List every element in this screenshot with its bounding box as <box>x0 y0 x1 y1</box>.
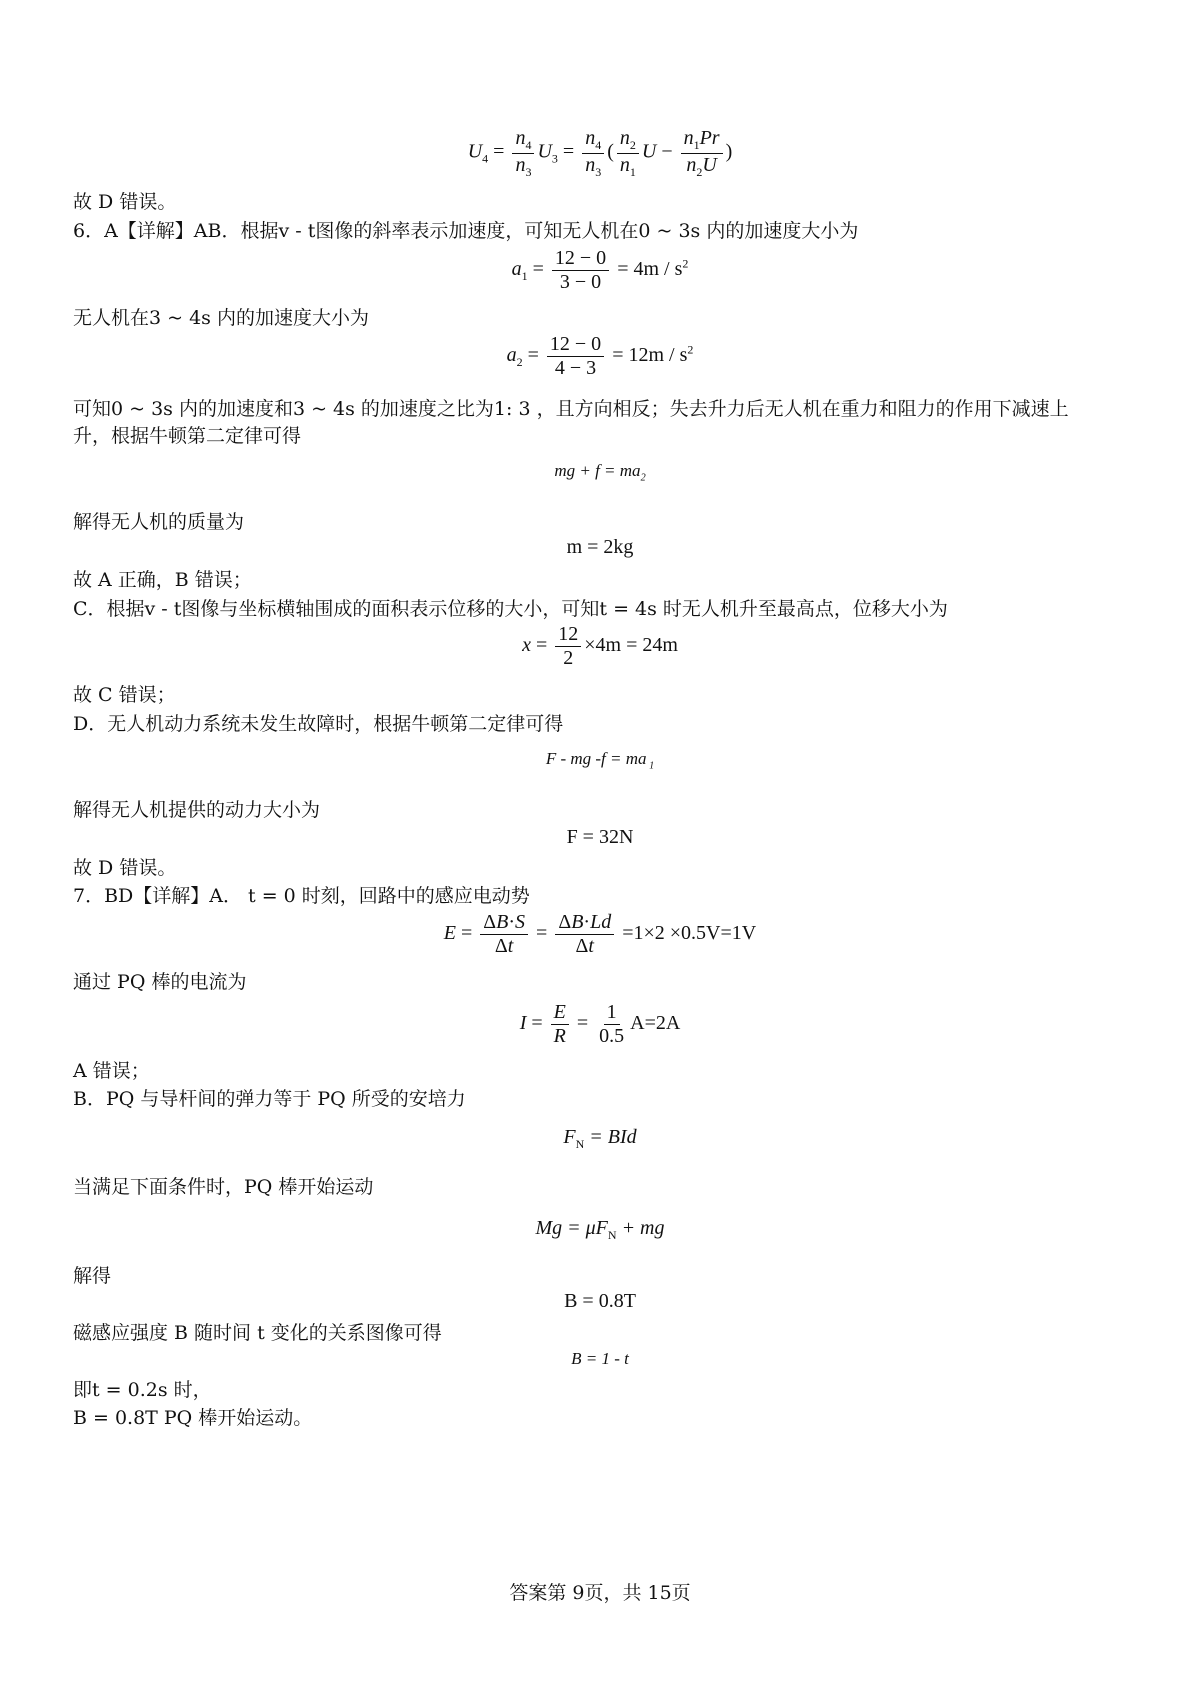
text-line: 通过 PQ 棒的电流为 <box>73 971 247 993</box>
text-line: 解得无人机的质量为 <box>73 511 245 533</box>
text-line: C．根据v - t图像与坐标横轴围成的面积表示位移的大小，可知t = 4s 时无人机升至最高点，位移大小为 <box>73 598 948 620</box>
text-line: 故 A 正确，B 错误； <box>73 569 252 591</box>
equation-mg-mu: $Mg = \mu F_N$ + mg <box>535 1217 665 1242</box>
text-line: 即t = 0.2s 时， <box>73 1379 212 1401</box>
text-line: 7．BD【详解】A． t = 0 时刻，回路中的感应电动势 <box>73 885 530 907</box>
equation-a1: $a_1$ = $\frac{12 - 0}{3 - 0}$ = $4m / s^2$ <box>511 247 689 293</box>
equation-b-value: B = 0.8T <box>564 1290 636 1312</box>
equation-x: x = $\frac{12}{2}$ ×4m = 24m <box>522 623 678 669</box>
text-line: 6．A【详解】AB．根据v - t图像的斜率表示加速度，可知无人机在0 ~ 3s 内的加速度大小为 <box>73 220 859 242</box>
equation-a2: $a_2$ = $\frac{12 - 0}{4 - 3}$ = $12m / s^2$ <box>506 333 694 379</box>
text-line: 故 C 错误； <box>73 684 176 706</box>
equation-emf: E = $\frac{\Delta B\cdot S}{\Delta t}$ = $\frac{\Delta B\cdot Ld}{\Delta t}$ =1×2 ×0.5V=1V <box>443 911 757 957</box>
text-line: B = 0.8T PQ 棒开始运动。 <box>73 1407 313 1429</box>
page-footer: 答案第 9页，共 15页 <box>509 1582 691 1604</box>
equation-b-t: B = 1 - t <box>571 1349 629 1368</box>
text-line: 解得 <box>73 1265 112 1287</box>
equation-mg-f: mg + $f = ma_2$ <box>554 461 646 484</box>
text-line: 当满足下面条件时，PQ 棒开始运动 <box>73 1176 374 1198</box>
text-line: B．PQ 与导杆间的弹力等于 PQ 所受的安培力 <box>73 1088 466 1110</box>
text-line: 解得无人机提供的动力大小为 <box>73 799 321 821</box>
text-line: 无人机在3 ~ 4s 内的加速度大小为 <box>73 307 369 329</box>
text-line: A 错误； <box>73 1060 150 1082</box>
equation-f-mg: F - mg -f = ma $_1$ <box>545 749 655 772</box>
text-line: D．无人机动力系统未发生故障时，根据牛顿第二定律可得 <box>73 713 564 735</box>
equation-u4: $U_4$ = $\frac{n_4}{n_3}$ $U_3$ = $\frac{n_4}{n_3}$ ( $\frac{n_2}{n_1}$ U − $\frac{n_1Pr}{n_2U}$ ) <box>467 127 733 179</box>
equation-fn: $F_N$ = BId <box>563 1126 637 1151</box>
text-line: 磁感应强度 B 随时间 t 变化的关系图像可得 <box>73 1322 442 1344</box>
text-line: 可知0 ~ 3s 内的加速度和3 ~ 4s 的加速度之比为1: 3 ，且方向相反；失去升力后无人机在重力和阻力的作用下减速上 <box>73 398 1069 420</box>
equation-mass: m = 2kg <box>566 536 634 558</box>
text-line: 升，根据牛顿第二定律可得 <box>73 425 302 447</box>
text-line: 故 D 错误。 <box>73 191 177 213</box>
equation-current: I = $\frac{E}{R}$ = $\frac{1}{0.5}$ A=2A <box>519 1001 681 1047</box>
text-line: 故 D 错误。 <box>73 857 177 879</box>
equation-force: F = 32N <box>566 826 634 848</box>
